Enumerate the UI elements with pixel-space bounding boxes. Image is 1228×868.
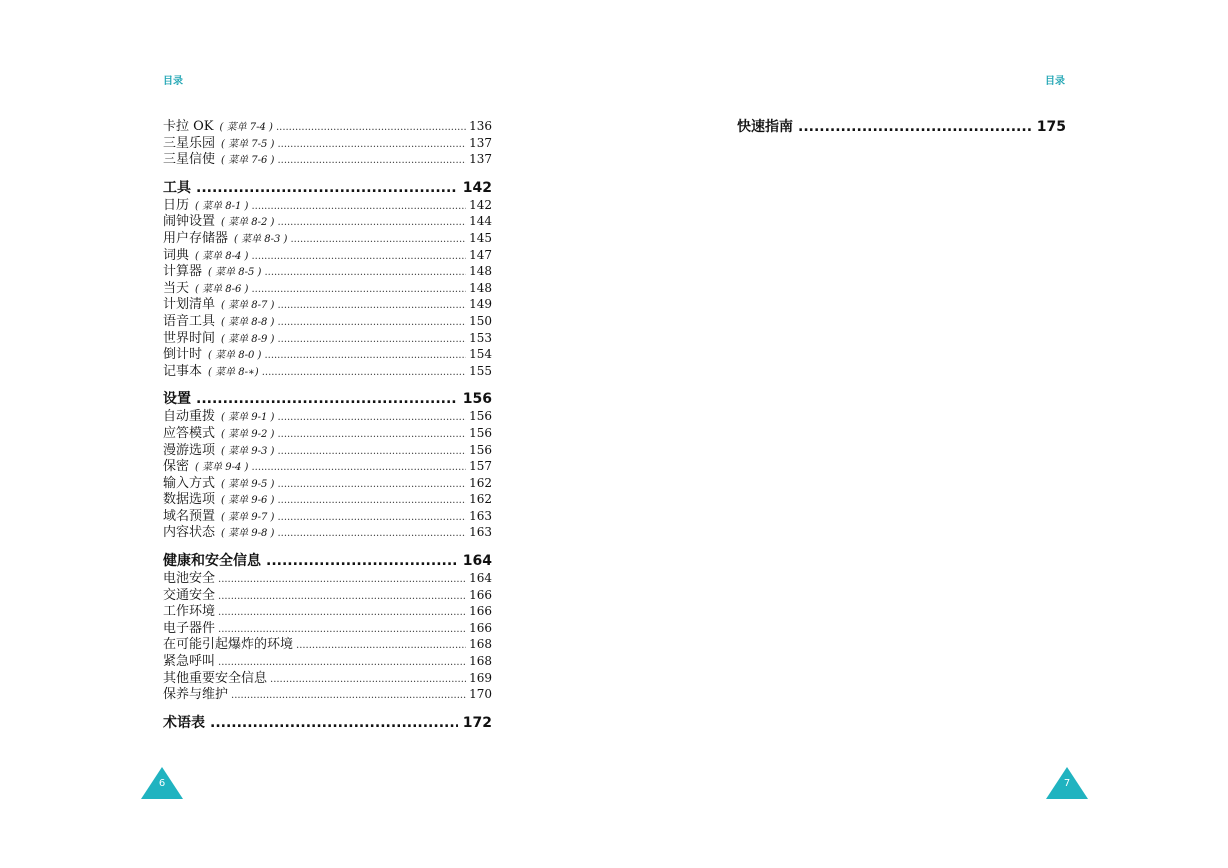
page-number-left: 6 (158, 778, 166, 789)
toc-right-column (737, 118, 1066, 136)
dot-leader (277, 215, 466, 232)
toc-entry-title: 电池安全 (163, 571, 216, 587)
page-header-left: 目录 (163, 76, 183, 87)
toc-entry-title: 交通安全 (163, 587, 216, 603)
toc-entry-menu-ref: ( 菜单 8-0 ) (208, 350, 262, 362)
dot-leader (798, 118, 1032, 136)
dot-leader (231, 688, 466, 705)
toc-entry[interactable] (163, 686, 492, 703)
toc-entry-page: 166 (469, 587, 492, 602)
toc-entry-page: 148 (469, 264, 492, 279)
toc-entry-menu-ref: ( 菜单 9-8 ) (221, 528, 275, 540)
toc-entry-menu-ref: ( 菜单 7-5 ) (221, 138, 275, 150)
toc-entry-title: 域名预置 (163, 508, 216, 524)
toc-entry-title: 倒计时 (163, 347, 203, 363)
dot-leader (277, 477, 466, 494)
toc-entry-page: 148 (469, 280, 492, 295)
dot-leader (218, 655, 466, 672)
toc-entry-page: 142 (469, 197, 492, 212)
toc-entry-menu-ref: ( 菜单 9-5 ) (221, 478, 275, 490)
toc-section-heading[interactable] (737, 118, 1066, 136)
toc-entry[interactable] (163, 363, 492, 380)
toc-section-page: 156 (462, 391, 492, 408)
toc-entry[interactable] (163, 313, 492, 330)
toc-entry-menu-ref: ( 菜单 9-3 ) (221, 445, 275, 457)
toc-entry[interactable] (163, 408, 492, 425)
toc-entry-title: 保养与维护 (163, 687, 229, 703)
dot-leader (251, 460, 466, 477)
toc-entry-page: 166 (469, 620, 492, 635)
toc-entry-page: 155 (469, 363, 492, 378)
dot-leader (296, 638, 466, 655)
dot-leader (251, 249, 466, 266)
toc-entry[interactable] (163, 118, 492, 135)
toc-entry-menu-ref: ( 菜单 7-6 ) (221, 155, 275, 167)
toc-entry[interactable] (163, 197, 492, 214)
dot-leader (277, 427, 466, 444)
toc-entry[interactable] (163, 587, 492, 604)
toc-section-heading[interactable] (163, 390, 492, 408)
toc-entry-title: 三星信使 (163, 152, 216, 168)
toc-section-heading[interactable] (163, 714, 492, 732)
toc-entry-page: 163 (469, 525, 492, 540)
toc-entry[interactable] (163, 280, 492, 297)
dot-leader (270, 672, 466, 689)
toc-entry-title: 内容状态 (163, 525, 216, 541)
toc-entry-title: 在可能引起爆炸的环境 (163, 637, 294, 653)
toc-entry-page: 169 (469, 670, 492, 685)
toc-entry[interactable] (163, 330, 492, 347)
toc-entry[interactable] (163, 247, 492, 264)
toc-entry-title: 计算器 (163, 264, 203, 280)
dot-leader (277, 493, 466, 510)
toc-entry-page: 168 (469, 637, 492, 652)
toc-entry-page: 166 (469, 604, 492, 619)
toc-section-title: 设置 (163, 391, 191, 408)
toc-entry[interactable] (163, 524, 492, 541)
toc-entry-title: 紧急呼叫 (163, 654, 216, 670)
toc-entry[interactable] (163, 263, 492, 280)
toc-entry-page: 150 (469, 313, 492, 328)
dot-leader (277, 137, 466, 154)
toc-entry-menu-ref: ( 菜单 8-4 ) (195, 250, 249, 262)
toc-entry-page: 144 (469, 214, 492, 229)
toc-entry-menu-ref: ( 菜单 8-6 ) (195, 283, 249, 295)
toc-entry[interactable] (163, 346, 492, 363)
dot-leader (277, 315, 466, 332)
toc-entry[interactable] (163, 442, 492, 459)
toc-entry[interactable] (163, 653, 492, 670)
dot-leader (277, 444, 466, 461)
toc-entry-title: 工作环境 (163, 604, 216, 620)
toc-entry[interactable] (163, 213, 492, 230)
toc-section-heading[interactable] (163, 179, 492, 197)
dot-leader (277, 510, 466, 527)
toc-entry[interactable] (163, 475, 492, 492)
toc-entry-page: 156 (469, 409, 492, 424)
toc-entry[interactable] (163, 425, 492, 442)
toc-entry-title: 语音工具 (163, 313, 216, 329)
toc-entry[interactable] (163, 296, 492, 313)
toc-section-title: 健康和安全信息 (163, 553, 261, 570)
toc-entry-menu-ref: ( 菜单 8-8 ) (221, 316, 275, 328)
toc-entry-menu-ref: ( 菜单 9-2 ) (221, 428, 275, 440)
dot-leader (218, 572, 466, 589)
page-number-right: 7 (1063, 778, 1071, 789)
toc-entry-menu-ref: ( 菜单 8-9 ) (221, 333, 275, 345)
dot-leader (277, 332, 466, 349)
toc-entry-page: 164 (469, 571, 492, 586)
toc-entry-title: 电子器件 (163, 620, 216, 636)
toc-entry[interactable] (163, 620, 492, 637)
toc-entry[interactable] (163, 230, 492, 247)
toc-entry[interactable] (163, 135, 492, 152)
dot-leader (218, 622, 466, 639)
toc-left-column (163, 118, 492, 732)
dot-leader (277, 526, 466, 543)
toc-entry-title: 计划清单 (163, 297, 216, 313)
toc-entry[interactable] (163, 508, 492, 525)
toc-section-page: 164 (462, 553, 492, 570)
toc-entry-title: 应答模式 (163, 425, 216, 441)
page-header-right: 目录 (1045, 76, 1065, 87)
toc-entry-title: 数据选项 (163, 492, 216, 508)
dot-leader (196, 179, 458, 197)
dot-leader (210, 714, 458, 732)
toc-entry-page: 156 (469, 442, 492, 457)
toc-entry-title: 漫游选项 (163, 442, 216, 458)
toc-entry[interactable] (163, 570, 492, 587)
toc-entry-page: 170 (469, 687, 492, 702)
toc-section-page: 172 (462, 714, 492, 731)
toc-entry-page: 145 (469, 230, 492, 245)
dot-leader (218, 589, 466, 606)
toc-entry-menu-ref: ( 菜单 8-5 ) (208, 267, 262, 279)
toc-entry-menu-ref: ( 菜单 8-2 ) (221, 217, 275, 229)
toc-entry-menu-ref: ( 菜单 9-4 ) (195, 462, 249, 474)
toc-entry-title: 其他重要安全信息 (163, 670, 268, 686)
toc-section-title: 术语表 (163, 714, 205, 731)
dot-leader (264, 348, 466, 365)
toc-entry-title: 日历 (163, 197, 190, 213)
toc-entry-page: 137 (469, 152, 492, 167)
dot-leader (264, 265, 466, 282)
toc-entry-page: 157 (469, 459, 492, 474)
toc-entry-title: 三星乐园 (163, 135, 216, 151)
toc-entry-title: 世界时间 (163, 330, 216, 346)
dot-leader (218, 605, 466, 622)
toc-entry-menu-ref: ( 菜单 9-7 ) (221, 511, 275, 523)
dot-leader (251, 282, 466, 299)
toc-entry-menu-ref: ( 菜单 7-4 ) (219, 122, 273, 133)
toc-entry-title: 卡拉 OK (163, 119, 214, 134)
toc-entry[interactable] (163, 491, 492, 508)
toc-entry-title: 闹钟设置 (163, 214, 216, 230)
toc-entry-page: 136 (469, 119, 492, 133)
toc-entry-title: 输入方式 (163, 475, 216, 491)
toc-entry-menu-ref: ( 菜单 9-6 ) (221, 495, 275, 507)
toc-entry-page: 162 (469, 475, 492, 490)
toc-section-heading[interactable] (163, 552, 492, 570)
dot-leader (262, 365, 466, 382)
dot-leader (276, 120, 466, 137)
dot-leader (251, 199, 466, 216)
dot-leader (196, 390, 458, 408)
dot-leader (266, 552, 458, 570)
toc-entry-page: 154 (469, 347, 492, 362)
dot-leader (290, 232, 466, 249)
toc-entry-title: 记事本 (163, 363, 203, 379)
toc-entry[interactable] (163, 458, 492, 475)
toc-entry-title: 保密 (163, 459, 190, 475)
toc-entry-page: 156 (469, 425, 492, 440)
toc-entry-title: 自动重拨 (163, 409, 216, 425)
toc-entry-menu-ref: ( 菜单 8-7 ) (221, 300, 275, 312)
toc-entry-page: 168 (469, 654, 492, 669)
toc-section-title: 工具 (163, 179, 191, 196)
toc-entry-menu-ref: ( 菜单 8-1 ) (195, 200, 249, 212)
toc-entry-page: 147 (469, 247, 492, 262)
toc-entry-page: 153 (469, 330, 492, 345)
toc-entry[interactable] (163, 636, 492, 653)
toc-entry[interactable] (163, 670, 492, 687)
toc-section-title: 快速指南 (737, 119, 793, 135)
toc-entry-title: 用户存储器 (163, 230, 229, 246)
toc-entry-page: 137 (469, 135, 492, 150)
toc-entry-menu-ref: ( 菜单 8-3 ) (234, 233, 288, 245)
toc-section-page: 142 (462, 179, 492, 196)
dot-leader (277, 298, 466, 315)
dot-leader (277, 410, 466, 427)
toc-section-page: 175 (1036, 119, 1066, 135)
toc-entry-title: 当天 (163, 280, 190, 296)
toc-entry-page: 163 (469, 508, 492, 523)
toc-entry-menu-ref: ( 菜单 9-1 ) (221, 412, 275, 424)
toc-entry[interactable] (163, 603, 492, 620)
dot-leader (277, 153, 466, 170)
toc-entry-page: 149 (469, 297, 492, 312)
toc-entry[interactable] (163, 151, 492, 168)
toc-entry-title: 词典 (163, 247, 190, 263)
toc-entry-menu-ref: ( 菜单 8-∗) (208, 366, 259, 378)
toc-entry-page: 162 (469, 492, 492, 507)
